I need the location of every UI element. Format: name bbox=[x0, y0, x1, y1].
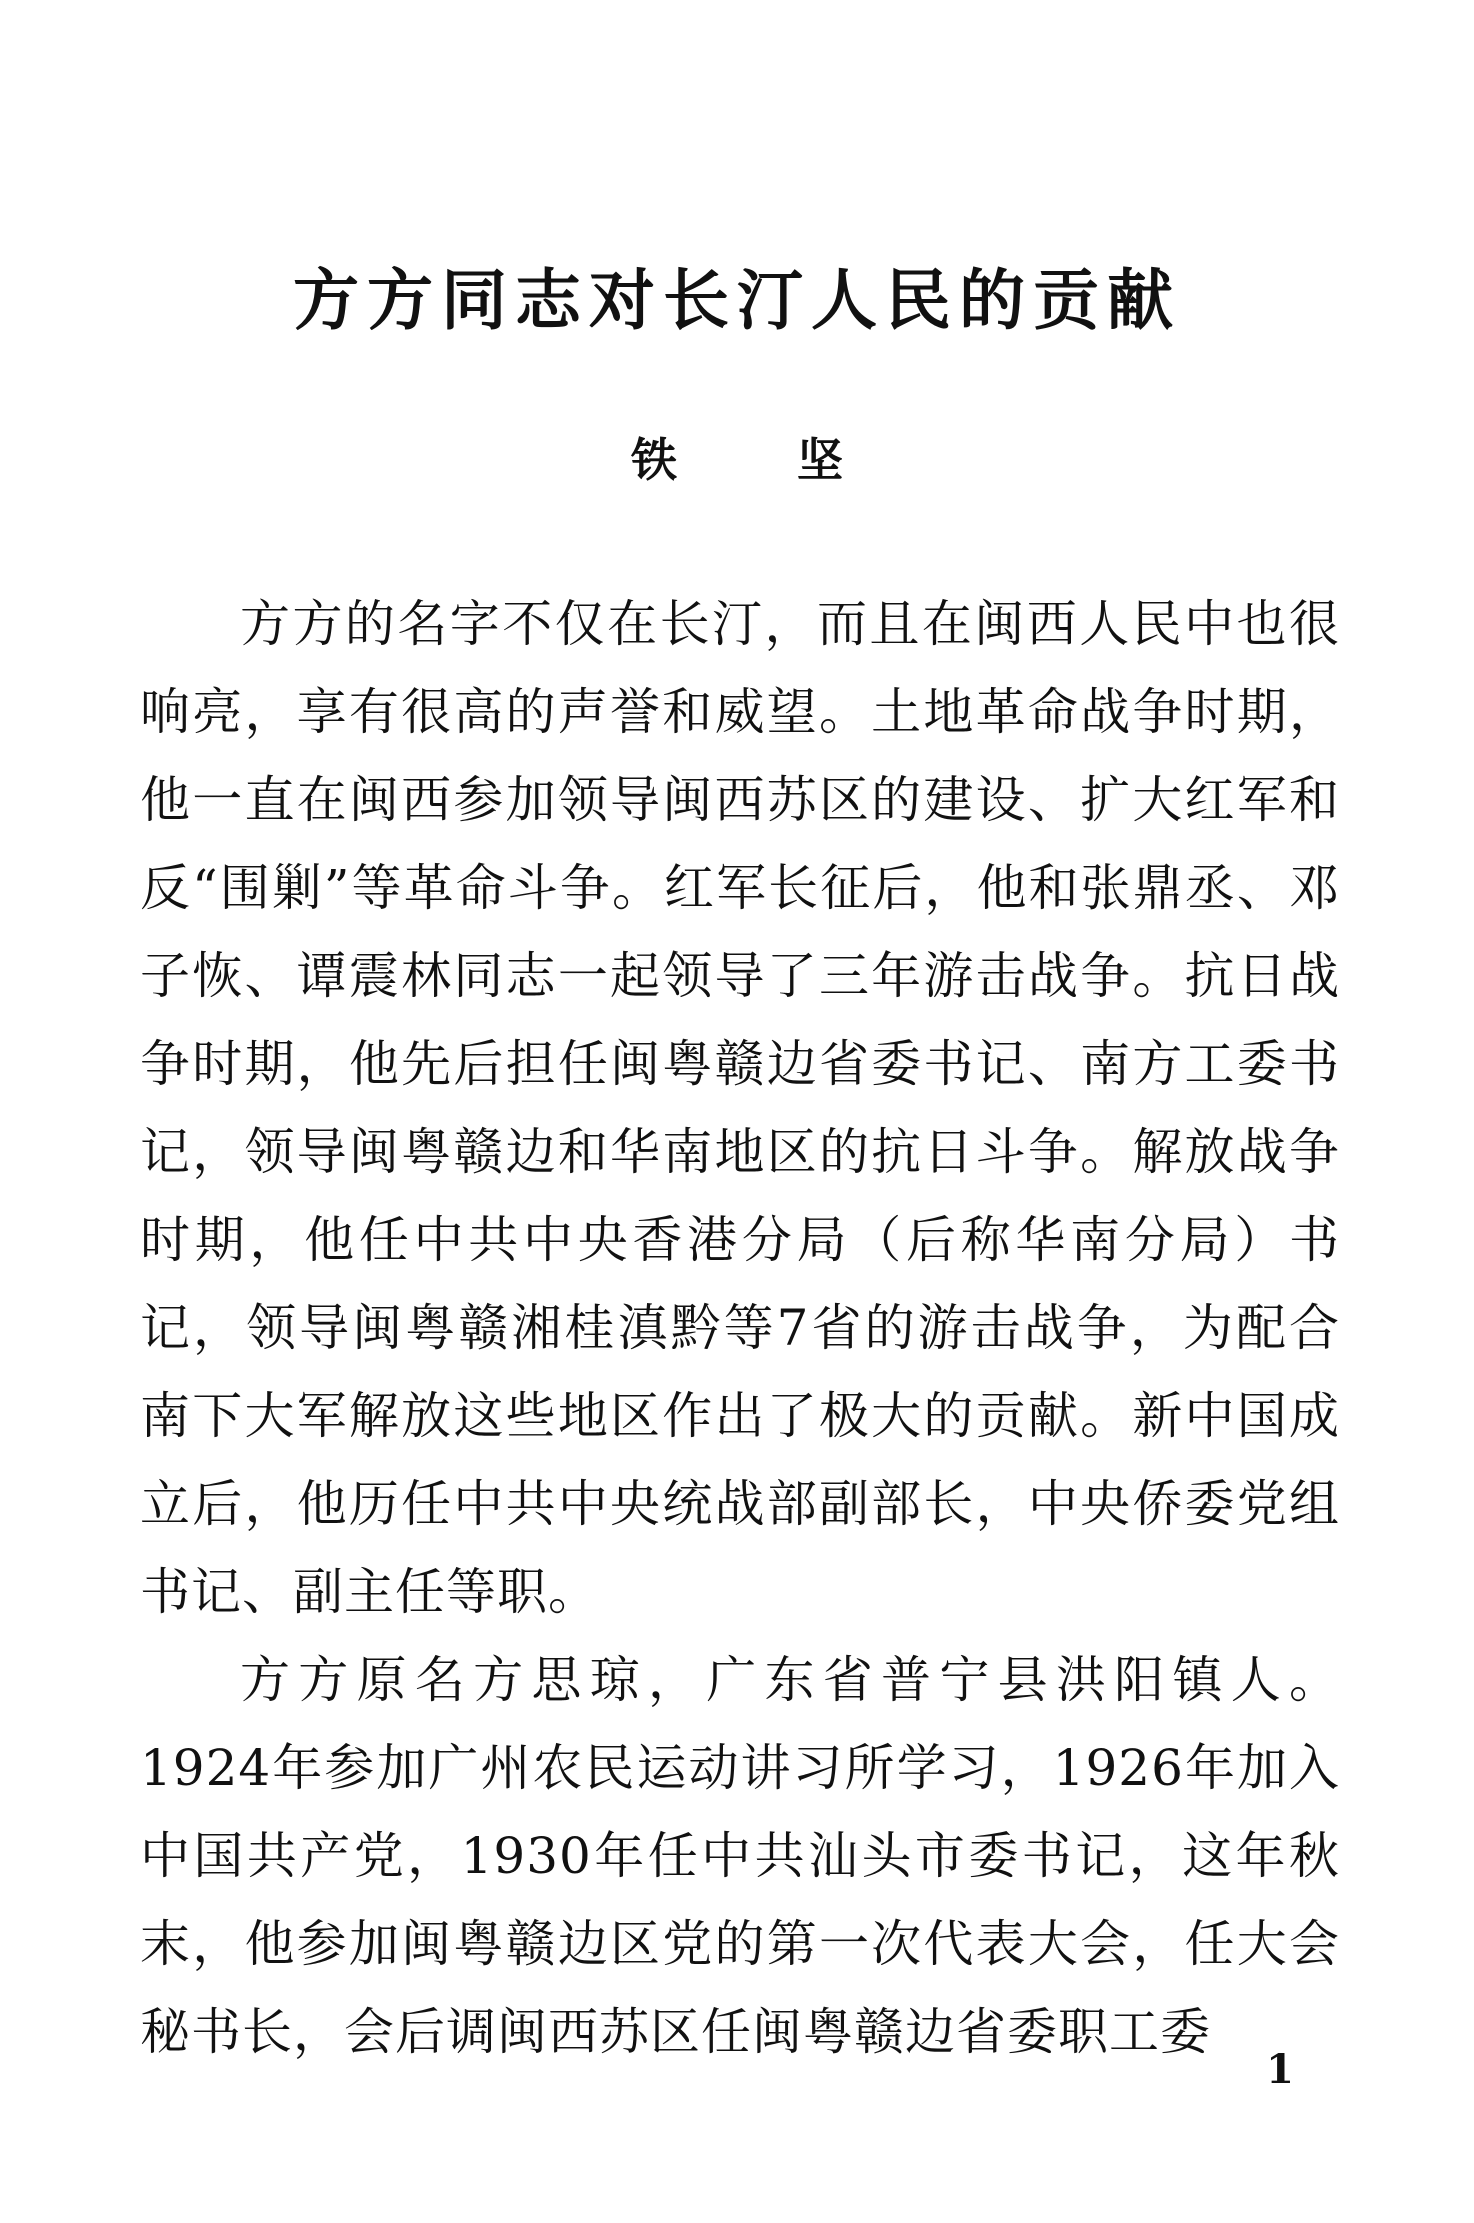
article-title: 方方同志对长汀人民的贡献 bbox=[293, 261, 1181, 339]
paragraph-2: 方方原名方思琼，广东省普宁县洪阳镇人。1924年参加广州农民运动讲习所学习，1926年加入中国共产党，1930年任中共汕头市委书记，这年秋末，他参加闽粤赣边区党的第一次代表大会，任大会秘书长，会后调闽西苏区任闽粤赣边省委职工委 bbox=[140, 1651, 1340, 2061]
article-body bbox=[140, 580, 1340, 2076]
page-number: 1 bbox=[1266, 2046, 1294, 2093]
paragraph-1: 方方的名字不仅在长汀，而且在闽西人民中也很响亮，享有很高的声誉和威望。土地革命战争时期，他一直在闽西参加领导闽西苏区的建设、扩大红军和反“围剿”等革命斗争。红军长征后，他和张鼎丞、邓子恢、谭震林同志一起领导了三年游击战争。抗日战争时期，他先后担任闽粤赣边省委书记、南方工委书记，领导闽粤赣边和华南地区的抗日斗争。解放战争时期，他任中共中央香港分局（后称华南分局）书记，领导闽粤赣湘桂滇黔等7省的游击战争，为配合南下大军解放这些地区作出了极大的贡献。新中国成立后，他历任中共中央统战部副部长，中央侨委党组书记、副主任等职。 bbox=[140, 595, 1340, 1621]
article-author: 铁坚 bbox=[631, 433, 963, 487]
